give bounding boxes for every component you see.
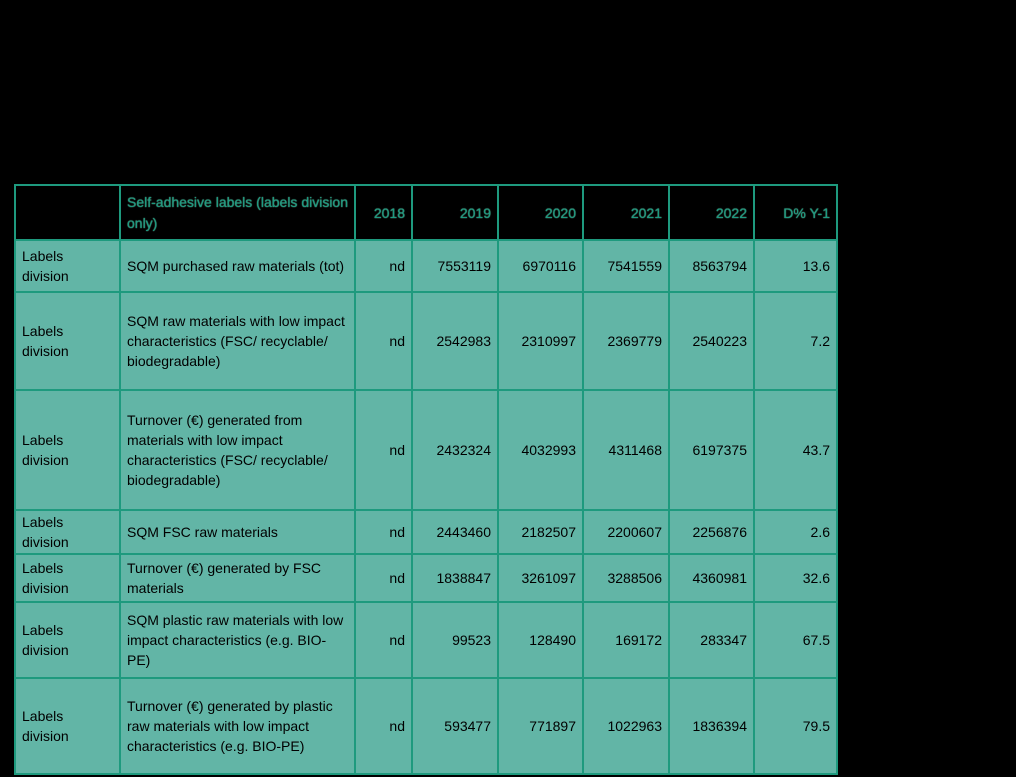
value-2018-cell: nd <box>355 240 412 292</box>
metric-label-cell: SQM raw materials with low impact characteristics (FSC/ recyclable/ biodegradable) <box>120 292 355 390</box>
table-row <box>15 510 837 554</box>
delta-cell: 7.2 <box>754 292 837 390</box>
table-row <box>15 602 837 678</box>
value-2022-cell: 8563794 <box>669 240 754 292</box>
header-year-2020: 2020 <box>498 185 583 240</box>
value-2019-cell: 593477 <box>412 678 498 774</box>
header-year-2019: 2019 <box>412 185 498 240</box>
delta-cell: 2.6 <box>754 510 837 554</box>
division-cell: Labels division <box>15 240 120 292</box>
value-2018-cell: nd <box>355 292 412 390</box>
value-2022-cell: 6197375 <box>669 390 754 510</box>
value-2020-cell: 6970116 <box>498 240 583 292</box>
value-2021-cell: 7541559 <box>583 240 669 292</box>
division-cell: Labels division <box>15 678 120 774</box>
header-delta: D% Y-1 <box>754 185 837 240</box>
metric-label-cell: Turnover (€) generated from materials with low impact characteristics (FSC/ recyclable/ biodegradable) <box>120 390 355 510</box>
value-2018-cell: nd <box>355 678 412 774</box>
value-2020-cell: 771897 <box>498 678 583 774</box>
table-row <box>15 390 837 510</box>
header-year-2018: 2018 <box>355 185 412 240</box>
delta-cell: 32.6 <box>754 554 837 602</box>
division-cell: Labels division <box>15 510 120 554</box>
value-2022-cell: 2540223 <box>669 292 754 390</box>
value-2019-cell: 2542983 <box>412 292 498 390</box>
metric-label-cell: SQM FSC raw materials <box>120 510 355 554</box>
value-2020-cell: 128490 <box>498 602 583 678</box>
value-2018-cell: nd <box>355 554 412 602</box>
value-2018-cell: nd <box>355 510 412 554</box>
metric-label-cell: SQM plastic raw materials with low impact characteristics (e.g. BIO-PE) <box>120 602 355 678</box>
value-2022-cell: 2256876 <box>669 510 754 554</box>
value-2021-cell: 169172 <box>583 602 669 678</box>
division-cell: Labels division <box>15 602 120 678</box>
value-2018-cell: nd <box>355 390 412 510</box>
header-year-2021: 2021 <box>583 185 669 240</box>
delta-cell: 13.6 <box>754 240 837 292</box>
table-row <box>15 240 837 292</box>
table-row <box>15 678 837 774</box>
value-2019-cell: 99523 <box>412 602 498 678</box>
value-2022-cell: 283347 <box>669 602 754 678</box>
value-2021-cell: 2369779 <box>583 292 669 390</box>
value-2021-cell: 4311468 <box>583 390 669 510</box>
value-2018-cell: nd <box>355 602 412 678</box>
value-2019-cell: 7553119 <box>412 240 498 292</box>
header-row <box>15 185 837 240</box>
value-2020-cell: 3261097 <box>498 554 583 602</box>
header-year-2022: 2022 <box>669 185 754 240</box>
header-corner <box>15 185 120 240</box>
value-2020-cell: 2182507 <box>498 510 583 554</box>
value-2021-cell: 1022963 <box>583 678 669 774</box>
metric-label-cell: SQM purchased raw materials (tot) <box>120 240 355 292</box>
value-2020-cell: 4032993 <box>498 390 583 510</box>
delta-cell: 79.5 <box>754 678 837 774</box>
value-2019-cell: 2443460 <box>412 510 498 554</box>
value-2022-cell: 4360981 <box>669 554 754 602</box>
delta-cell: 67.5 <box>754 602 837 678</box>
delta-cell: 43.7 <box>754 390 837 510</box>
metric-label-cell: Turnover (€) generated by plastic raw materials with low impact characteristics (e.g. BIO-PE) <box>120 678 355 774</box>
table-row <box>15 554 837 602</box>
value-2019-cell: 2432324 <box>412 390 498 510</box>
value-2020-cell: 2310997 <box>498 292 583 390</box>
value-2021-cell: 2200607 <box>583 510 669 554</box>
value-2021-cell: 3288506 <box>583 554 669 602</box>
division-cell: Labels division <box>15 554 120 602</box>
table-row <box>15 292 837 390</box>
division-cell: Labels division <box>15 292 120 390</box>
value-2022-cell: 1836394 <box>669 678 754 774</box>
value-2019-cell: 1838847 <box>412 554 498 602</box>
header-title: Self-adhesive labels (labels division only) <box>120 185 355 240</box>
labels-data-table <box>14 184 838 775</box>
metric-label-cell: Turnover (€) generated by FSC materials <box>120 554 355 602</box>
division-cell: Labels division <box>15 390 120 510</box>
